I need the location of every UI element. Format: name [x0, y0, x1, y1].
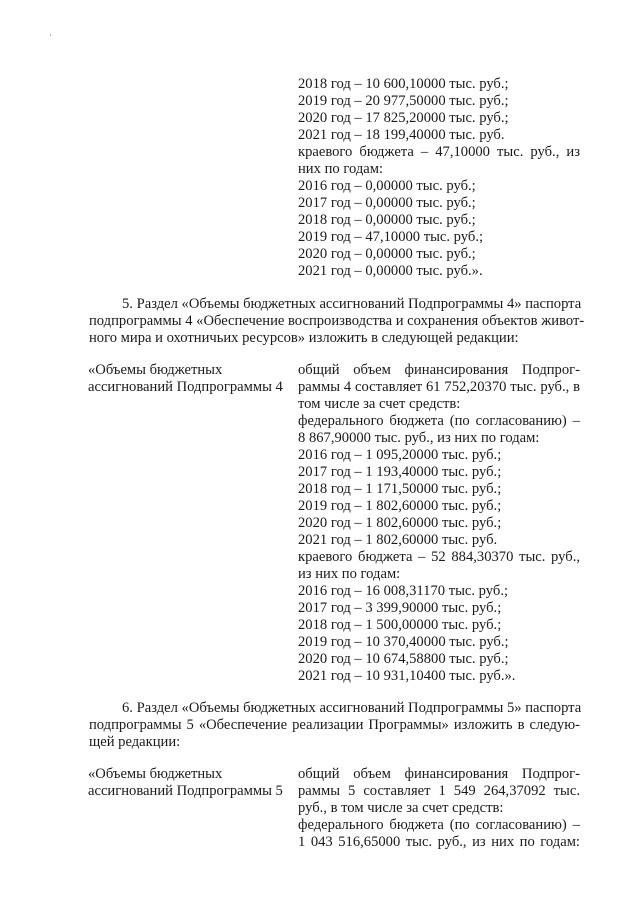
section5-paragraph-line-2: подпрограммы 4 «Обеспечение воспроизводства и сохранения объектов живот-: [89, 313, 585, 329]
section5-right-line-10: 2020 год – 1 802,60000 тыс. руб.;: [298, 515, 502, 531]
section6-paragraph-line-1: 6. Раздел «Объемы бюджетных ассигнований Подпрограммы 5» паспорта: [122, 700, 582, 716]
section5-right-line-6: 2016 год – 1 095,20000 тыс. руб.;: [298, 447, 502, 463]
block1-line-2: 2019 год – 20 977,50000 тыс. руб.;: [298, 93, 509, 109]
section5-paragraph-line-3: ного мира и охотничьих ресурсов» изложить в следующей редакции:: [89, 330, 519, 346]
section5-right-line-15: 2017 год – 3 399,90000 тыс. руб.;: [298, 600, 502, 616]
section6-right-line-4: федерального бюджета (по согласованию) –: [298, 817, 580, 833]
section6-right-line-5: 1 043 516,65000 тыс. руб., из них по годам:: [298, 834, 580, 850]
section6-paragraph-line-3: щей редакции:: [89, 734, 181, 750]
section5-right-line-5: 8 867,90000 тыс. руб., из них по годам:: [298, 430, 540, 446]
section5-right-line-7: 2017 год – 1 193,40000 тыс. руб.;: [298, 464, 502, 480]
section6-right-line-3: руб., в том числе за счет средств:: [298, 800, 504, 816]
section5-paragraph-line-1: 5. Раздел «Объемы бюджетных ассигнований Подпрограммы 4» паспорта: [122, 296, 582, 312]
block1-line-8: 2017 год – 0,00000 тыс. руб.;: [298, 195, 476, 211]
section5-right-line-12: краевого бюджета – 52 884,30370 тыс. руб.,: [298, 549, 580, 565]
block1-line-10: 2019 год – 47,10000 тыс. руб.;: [298, 229, 484, 245]
section6-right-line-2: раммы 5 составляет 1 549 264,37092 тыс.: [298, 783, 580, 799]
section5-right-line-17: 2019 год – 10 370,40000 тыс. руб.;: [298, 634, 509, 650]
block1-line-4: 2021 год – 18 199,40000 тыс. руб.: [298, 127, 505, 143]
section6-right-line-1: общий объем финансирования Подпрог-: [298, 766, 580, 782]
section6-paragraph-line-2: подпрограммы 5 «Обеспечение реализации Программы» изложить в следую-: [89, 717, 580, 733]
section5-left-line-2: ассигнований Подпрограммы 4: [88, 379, 283, 395]
section5-right-line-8: 2018 год – 1 171,50000 тыс. руб.;: [298, 481, 502, 497]
section5-right-line-2: раммы 4 составляет 61 752,20370 тыс. руб., в: [298, 379, 580, 395]
block1-line-11: 2020 год – 0,00000 тыс. руб.;: [298, 246, 476, 262]
section5-right-line-3: том числе за счет средств:: [298, 396, 461, 412]
section6-left-line-2: ассигнований Подпрограммы 5: [88, 783, 283, 799]
block1-line-12: 2021 год – 0,00000 тыс. руб.».: [298, 263, 483, 279]
section6-left-line-1: «Объемы бюджетных: [88, 766, 223, 782]
block1-line-3: 2020 год – 17 825,20000 тыс. руб.;: [298, 110, 509, 126]
section5-right-line-4: федерального бюджета (по согласованию) –: [298, 413, 580, 429]
section5-right-line-1: общий объем финансирования Подпрог-: [298, 362, 580, 378]
section5-right-line-9: 2019 год – 1 802,60000 тыс. руб.;: [298, 498, 502, 514]
section5-right-line-11: 2021 год – 1 802,60000 тыс. руб.: [298, 532, 498, 548]
block1-line-7: 2016 год – 0,00000 тыс. руб.;: [298, 178, 476, 194]
section5-right-line-16: 2018 год – 1 500,00000 тыс. руб.;: [298, 617, 502, 633]
section5-right-line-14: 2016 год – 16 008,31170 тыс. руб.;: [298, 583, 509, 599]
corner-mark: ·: [49, 30, 52, 40]
section5-right-line-18: 2020 год – 10 674,58800 тыс. руб.;: [298, 651, 509, 667]
block1-line-5: краевого бюджета – 47,10000 тыс. руб., из: [298, 144, 580, 160]
section5-right-line-13: из них по годам:: [298, 566, 401, 582]
section5-left-line-1: «Объемы бюджетных: [88, 362, 223, 378]
block1-line-9: 2018 год – 0,00000 тыс. руб.;: [298, 212, 476, 228]
block1-line-6: них по годам:: [298, 161, 384, 177]
block1-line-1: 2018 год – 10 600,10000 тыс. руб.;: [298, 76, 509, 92]
section5-right-line-19: 2021 год – 10 931,10400 тыс. руб.».: [298, 668, 516, 684]
